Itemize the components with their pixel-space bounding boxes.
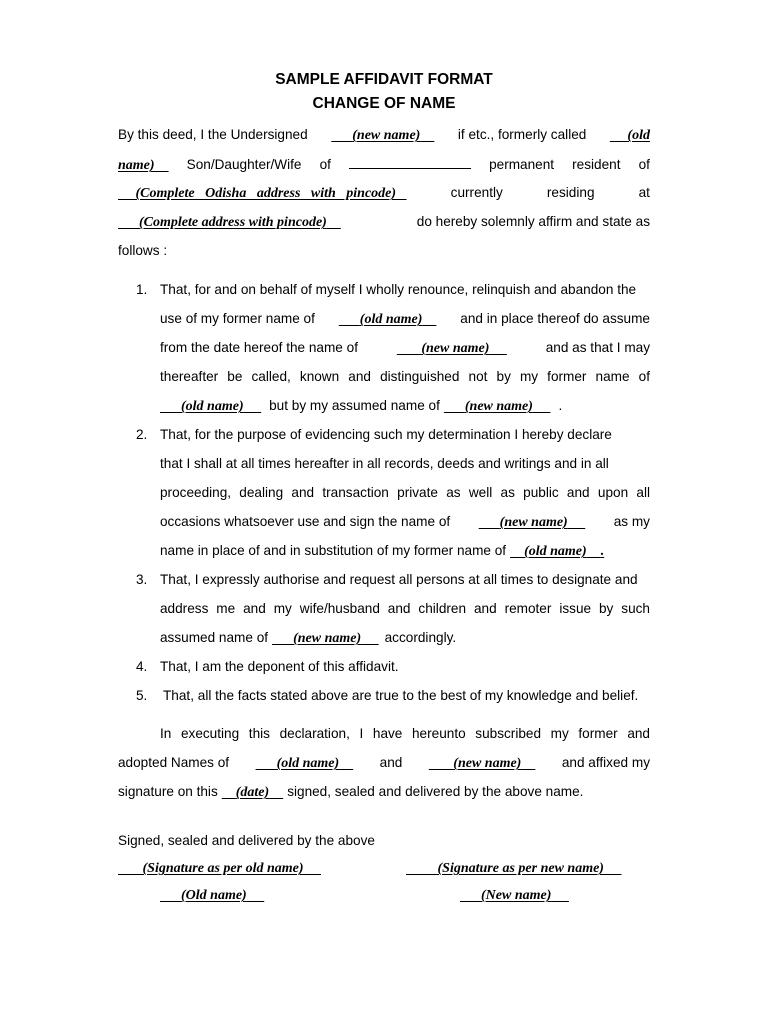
item-text: and as that I may <box>545 340 650 355</box>
item-1-line-2 <box>160 311 650 328</box>
closing-line-1: In executing this declaration, I have hereunto subscribed my former and <box>160 726 650 741</box>
document-subtitle: CHANGE OF NAME <box>312 95 456 112</box>
item-text: name in place of and in substitution of my former name of <box>160 543 507 558</box>
odisha-address-field: (Complete Odisha address with pincode) <box>135 186 397 201</box>
item-text: as my <box>613 514 650 529</box>
item-5-line-1: That, all the facts stated above are true to the best of my knowledge and belief. <box>163 688 639 703</box>
item-text: accordingly. <box>384 630 457 645</box>
closing-text: and <box>379 755 403 770</box>
item-number: 1. <box>136 282 148 297</box>
item-text: assumed name of <box>160 630 269 645</box>
intro-text: if etc., formerly called <box>457 127 587 142</box>
closing-text: signature on this <box>118 784 218 799</box>
closing-text: adopted Names of <box>118 755 230 770</box>
signature-label: Signed, sealed and delivered by the above <box>118 833 375 848</box>
signature-old-name-field: (Signature as per old name) <box>142 861 304 876</box>
date-field: (date) <box>235 785 270 800</box>
item-2-line-5 <box>160 543 650 560</box>
item-2-line-3: proceeding, dealing and transaction private as well as public and upon all <box>160 485 650 500</box>
item-number: 5. <box>136 688 148 703</box>
item-2-line-1: That, for the purpose of evidencing such my determination I hereby declare <box>160 427 612 442</box>
item-text: . <box>600 544 605 559</box>
old-name-field: (old name) <box>359 312 423 327</box>
item-4-line-1: That, I am the deponent of this affidavit. <box>160 659 399 674</box>
intro-line-3 <box>118 185 650 202</box>
intro-text: currently <box>450 185 503 200</box>
intro-text: at <box>638 185 650 200</box>
complete-address-field: (Complete address with pincode) <box>139 215 327 230</box>
item-number: 2. <box>136 427 148 442</box>
document-title: SAMPLE AFFIDAVIT FORMAT <box>275 71 493 88</box>
item-text: but by my assumed name of <box>269 398 440 413</box>
new-name-field: (New name) <box>481 888 552 903</box>
item-number: 3. <box>136 572 148 587</box>
closing-text: signed, sealed and delivered by the above name. <box>287 784 584 799</box>
intro-text: permanent <box>489 157 555 172</box>
item-1-line-1: That, for and on behalf of myself I wholly renounce, relinquish and abandon the <box>160 282 637 297</box>
old-name-field: (Old name) <box>181 888 247 903</box>
new-name-field: (new name) <box>293 631 362 646</box>
item-3-line-2: address me and my wife/husband and children and remoter issue by such <box>160 601 650 616</box>
item-2-line-2: that I shall at all times hereafter in all records, deeds and writings and in all <box>160 456 609 471</box>
item-1-line-5 <box>160 398 650 415</box>
blank-field <box>349 156 471 169</box>
intro-text: residing <box>546 185 595 200</box>
closing-line-3 <box>118 784 650 801</box>
intro-text: Son/Daughter/Wife <box>186 157 302 172</box>
item-text: occasions whatsoever use and sign the name of <box>160 514 451 529</box>
item-text: from the date hereof the name of <box>160 340 358 355</box>
signature-new-name-field: (Signature as per new name) <box>437 861 604 876</box>
intro-text: By this deed, I the Undersigned <box>118 127 308 142</box>
old-name-field: (old name) <box>276 756 340 771</box>
intro-text: do hereby solemnly affirm and state as <box>416 214 650 229</box>
item-text: . <box>558 398 563 413</box>
new-name-field: (new name) <box>421 341 490 356</box>
item-text: use of my former name of <box>160 311 315 326</box>
closing-text: and affixed my <box>561 755 650 770</box>
closing-line-2 <box>118 755 650 772</box>
intro-line-4 <box>118 214 650 231</box>
item-2-line-4 <box>160 514 650 531</box>
new-name-field: (new name) <box>499 515 568 530</box>
new-name-field: (new name) <box>352 128 421 143</box>
item-1-line-3 <box>160 340 650 357</box>
intro-text: of <box>319 157 331 172</box>
item-1-line-4: thereafter be called, known and distinguished not by my former name of <box>160 369 650 384</box>
item-number: 4. <box>136 659 148 674</box>
old-name-field: (old name) <box>181 399 244 414</box>
item-3-line-1: That, I expressly authorise and request all persons at all times to designate and <box>160 572 638 587</box>
intro-text: resident <box>572 157 621 172</box>
intro-line-2 <box>118 156 650 174</box>
old-name-field: (old <box>627 128 650 143</box>
item-3-line-3 <box>160 630 650 647</box>
old-name-field: (old name) <box>524 544 587 559</box>
new-name-field: (new name) <box>464 399 533 414</box>
old-name-field: name) <box>118 158 155 173</box>
item-text: and in place thereof do assume <box>460 311 650 326</box>
new-name-field: (new name) <box>453 756 522 771</box>
intro-line-5: follows : <box>118 243 168 258</box>
intro-line-1 <box>118 127 650 144</box>
intro-text: of <box>638 157 650 172</box>
